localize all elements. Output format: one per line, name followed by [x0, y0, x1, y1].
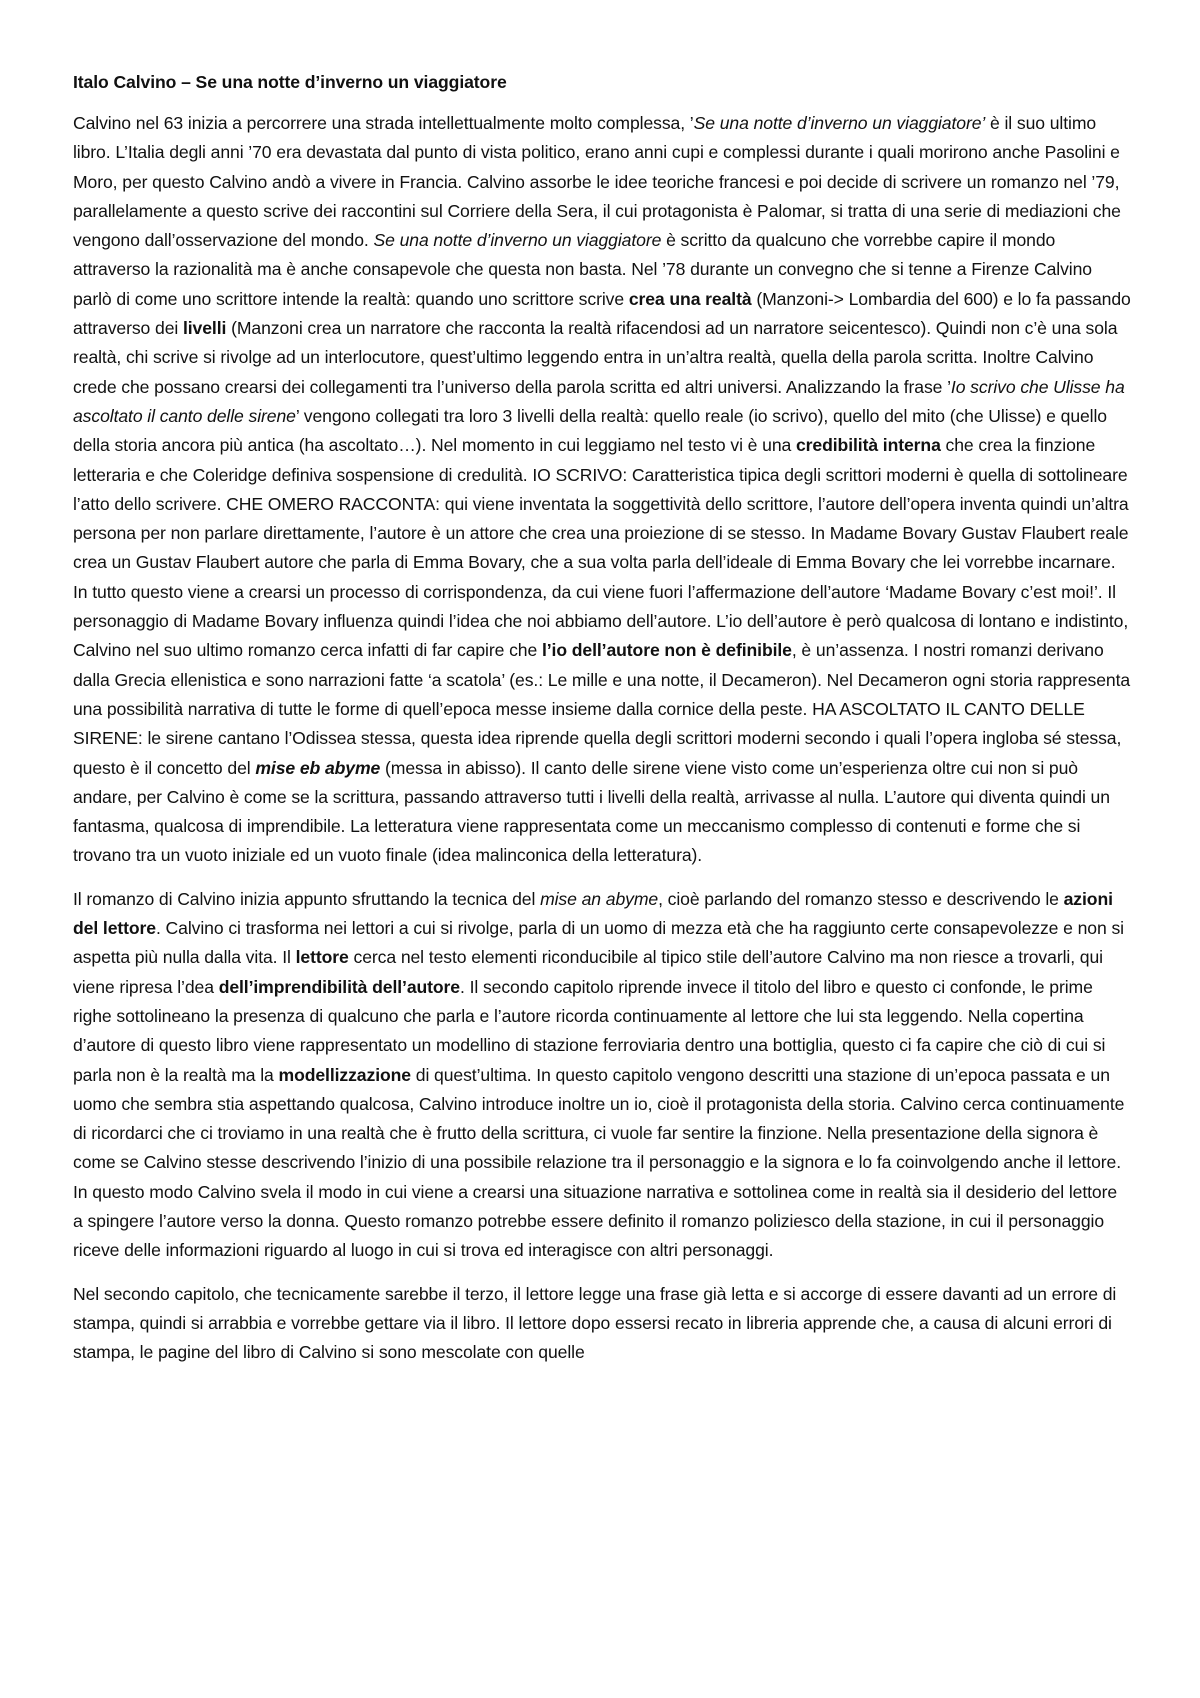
paragraph	[73, 1280, 1131, 1368]
emphasized-text: mise eb abyme	[255, 757, 381, 778]
emphasized-text: l’io dell’autore non è definibile	[541, 640, 792, 661]
text-run: , è un’assenza. I nostri romanzi derivano dalla Grecia ellenistica e sono narrazioni fatte ‘a scatola’ (es.: Le mille e una notte, il Decameron). Nel Decameron ogni storia rappresenta una possibilità narrativa di tutte le forme di quell’epoca messe insieme dalla cornice della peste. HA ASCOLTATO IL CANTO DELLE SIRENE: le sirene cantano l’Odissea stessa, questa idea riprende quella degli scrittori moderni secondo i quali l’opera ingloba sé stessa, questo è il concetto del	[73, 640, 1131, 778]
document-body	[73, 109, 1131, 1367]
document-page	[73, 68, 1131, 1381]
emphasized-text: modellizzazione	[278, 1064, 411, 1085]
emphasized-text: crea una realtà	[628, 288, 752, 309]
emphasized-text: livelli	[182, 318, 227, 339]
paragraph	[73, 109, 1131, 871]
text-run: . Il secondo capitolo riprende invece il titolo del libro e questo ci confonde, le prime righe sottolineano la presenza di qualcuno che parla e l’autore ricorda continuamente al lettore che lui sta leggendo. Nella copertina d’autore di questo libro viene rappresentato un modellino di stazione ferroviaria dentro una bottiglia, questo ci fa capire che ciò di cui si parla non è la realtà ma la	[73, 976, 1106, 1085]
paragraph	[73, 885, 1131, 1266]
text-run: ’ vengono collegati tra loro 3 livelli della realtà: quello reale (io scrivo), quello del mito (che Ulisse) e quello della storia ancora più antica (ha ascoltato…). Nel momento in cui leggiamo nel testo vi è una	[73, 405, 1107, 456]
emphasized-text: azioni del lettore	[73, 888, 1113, 939]
emphasized-text: dell’imprendibilità dell’autore	[218, 976, 460, 997]
emphasized-text: lettore	[295, 947, 349, 968]
text-run: Il romanzo di Calvino inizia appunto sfruttando la tecnica del	[73, 888, 541, 909]
emphasized-text: Se una notte d’inverno un viaggiatore’	[693, 113, 986, 133]
text-run: è il suo ultimo libro. L’Italia degli anni ’70 era devastata dal punto di vista politico, erano anni cupi e complessi durante i quali morirono anche Pasolini e Moro, per questo Calvino andò a vivere in Francia. Calvino assorbe le idee teoriche francesi e poi decide di scrivere un romanzo nel ’79, parallelamente a questo scrive dei raccontini sul Corriere della Sera, il cui protagonista è Palomar, si tratta di una serie di mediazioni che vengono dall’osservazione del mondo.	[73, 113, 1121, 251]
text-run: (messa in abisso). Il canto delle sirene viene visto come un’esperienza oltre cui non si può andare, per Calvino è come se la scrittura, passando attraverso tutti i livelli della realtà, arrivasse al nulla. L’autore qui diventa quindi un fantasma, qualcosa di imprendibile. La letteratura viene rappresentata come un meccanismo complesso di contenuti e forme che si trovano tra un vuoto iniziale ed un vuoto finale (idea malinconica della letteratura).	[73, 757, 1110, 866]
text-run: (Manzoni crea un narratore che racconta la realtà rifacendosi ad un narratore seicentesco). Quindi non c’è una sola realtà, chi scrive si rivolge ad un interlocutore, quest’ultimo leggendo entra in un’altra realtà, quella della parola scritta. Inoltre Calvino crede che possano crearsi dei collegamenti tra l’universo della parola scritta ed altri universi. Analizzando la frase ’	[73, 318, 1118, 397]
text-run: (Manzoni-> Lombardia del 600) e lo fa passando attraverso dei	[73, 288, 1131, 339]
text-run: Nel secondo capitolo, che tecnicamente sarebbe il terzo, il lettore legge una frase già letta e si accorge di essere davanti ad un errore di stampa, quindi si arrabbia e vorrebbe gettare via il libro. Il lettore dopo essersi recato in libreria apprende che, a causa di alcuni errori di stampa, le pagine del libro di Calvino si sono mescolate con quelle	[73, 1283, 1117, 1363]
text-run: cerca nel testo elementi riconducibile al tipico stile dell’autore Calvino ma non riesce a trovarli, qui viene ripresa l’dea	[73, 947, 1103, 997]
emphasized-text: mise an abyme	[540, 888, 659, 909]
text-run: che crea la finzione letteraria e che Coleridge definiva sospensione di credulità. IO SCRIVO: Caratteristica tipica degli scrittori moderni è quella di sottolineare l’atto dello scrivere. CHE OMERO RACCONTA: qui viene inventata la soggettività dello scrittore, l’autore dell’opera inventa quindi un’altra persona per non parlare direttamente, l’autore è un attore che crea una proiezione di se stesso. In Madame Bovary Gustav Flaubert reale crea un Gustav Flaubert autore che parla di Emma Bovary, che a sua volta parla dell’ideale di Emma Bovary che lei vorrebbe incarnare. In tutto questo viene a crearsi un processo di corrispondenza, da cui viene fuori l’affermazione dell’autore ‘Madame Bovary c’est moi!’. Il personaggio di Madame Bovary influenza quindi l’idea che noi abbiamo dell’autore. L’io dell’autore è però qualcosa di lontano e indistinto, Calvino nel suo ultimo romanzo cerca infatti di far capire che	[73, 435, 1129, 661]
text-run: Calvino nel 63 inizia a percorrere una strada intellettualmente molto complessa, ’	[73, 113, 694, 133]
document-title: Italo Calvino – Se una notte d’inverno un viaggiatore	[73, 72, 507, 92]
emphasized-text: Se una notte d’inverno un viaggiatore	[373, 230, 662, 251]
text-run: di quest’ultima. In questo capitolo vengono descritti una stazione di un’epoca passata e un uomo che sembra stia aspettando qualcosa, Calvino introduce inoltre un io, cioè il protagonista della storia. Calvino cerca continuamente di ricordarci che ci troviamo in una realtà che è frutto della scrittura, ci vuole far sentire la finzione. Nella presentazione della signora è come se Calvino stesse descrivendo l’inizio di una possibile relazione tra il personaggio e la signora e lo fa coinvolgendo anche il lettore. In questo modo Calvino svela il modo in cui viene a crearsi una situazione narrativa e sottolinea come in realtà sia il desiderio del lettore a spingere l’autore verso la donna. Questo romanzo potrebbe essere definito il romanzo poliziesco della stazione, in cui il personaggio riceve delle informazioni riguardo al luogo in cui si trova ed interagisce con altri personaggi.	[73, 1064, 1125, 1261]
text-run: . Calvino ci trasforma nei lettori a cui si rivolge, parla di un uomo di mezza età che ha raggiunto certe consapevolezze e non si aspetta più nulla dalla vita. Il	[73, 918, 1124, 968]
emphasized-text: Io scrivo che Ulisse ha ascoltato il canto delle sirene	[73, 376, 1125, 426]
emphasized-text: credibilità interna	[796, 435, 941, 456]
text-run: , cioè parlando del romanzo stesso e descrivendo le	[658, 888, 1064, 909]
text-run: è scritto da qualcuno che vorrebbe capire il mondo attraverso la razionalità ma è anche consapevole che questa non basta. Nel ’78 durante un convegno che si tenne a Firenze Calvino parlò di come uno scrittore intende la realtà: quando uno scrittore scrive	[73, 230, 1092, 309]
